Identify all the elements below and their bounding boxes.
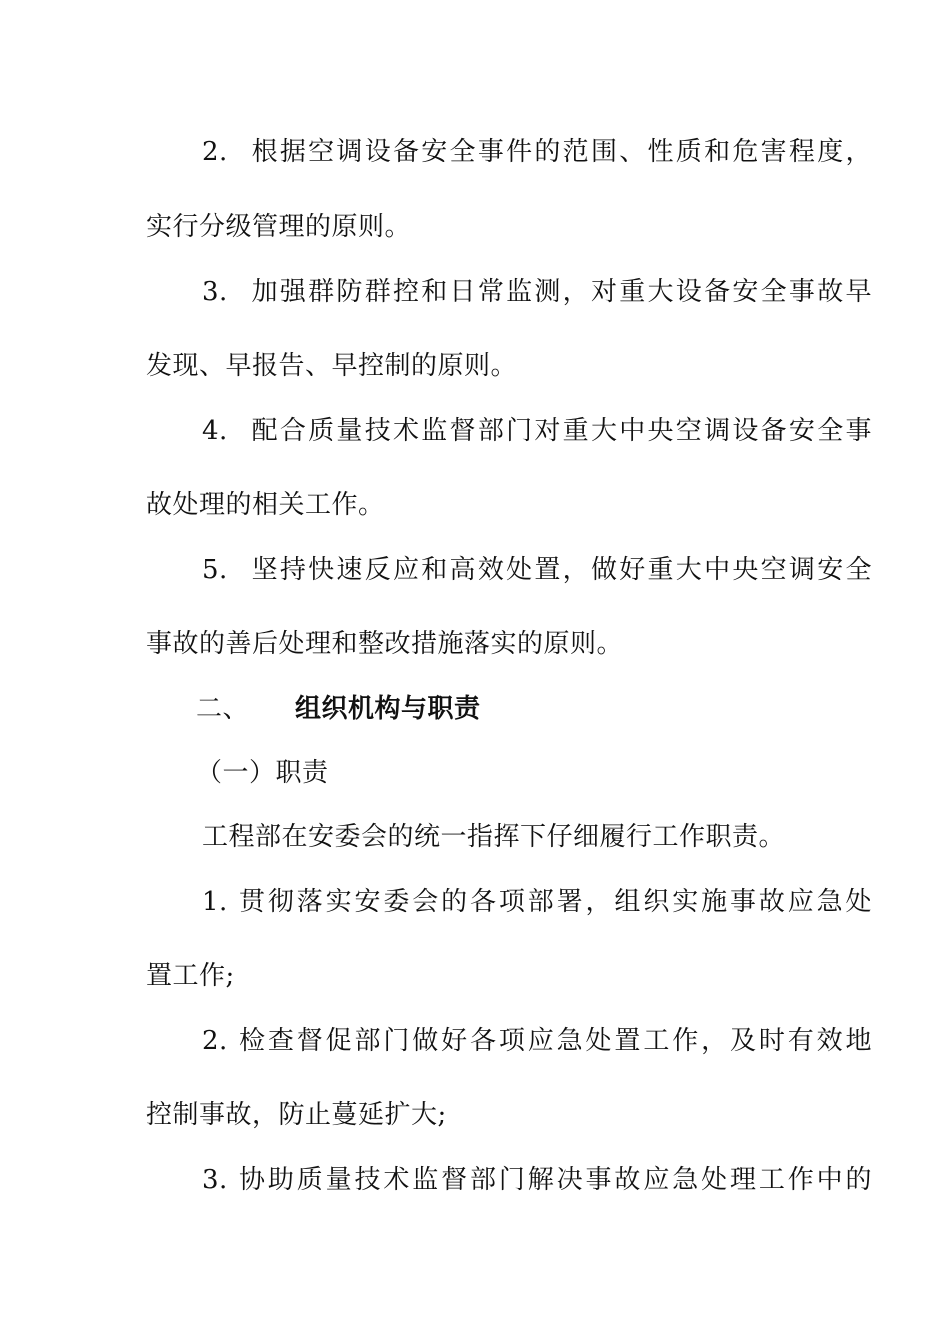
duty-1-line-1: 1. 贯彻落实安委会的各项部署，组织实施事故应急处 xyxy=(202,887,872,917)
principle-5-text: 坚持快速反应和高效处置，做好重大中央空调安全 xyxy=(249,555,872,585)
duty-2-line-1: 2. 检查督促部门做好各项应急处置工作，及时有效地 xyxy=(202,1026,872,1056)
principle-3-number: 3. xyxy=(202,277,228,307)
principle-4-line-1 xyxy=(202,414,872,448)
principle-3-line-2: 发现、早报告、早控制的原则。 xyxy=(146,351,518,381)
principle-2-line-2: 实行分级管理的原则。 xyxy=(146,212,412,242)
principle-2-number: 2. xyxy=(202,137,228,167)
section-heading-title: 组织机构与职责 xyxy=(295,694,481,724)
duty-2-line-2: 控制事故，防止蔓延扩大; xyxy=(146,1100,447,1130)
section-heading-number: 二、 xyxy=(196,694,250,724)
section-heading xyxy=(196,692,866,726)
principle-2-text: 根据空调设备安全事件的范围、性质和危害程度， xyxy=(249,137,872,167)
principle-2-line-1 xyxy=(202,135,872,169)
principle-4-number: 4. xyxy=(202,416,228,446)
principle-4-line-2: 故处理的相关工作。 xyxy=(146,490,385,520)
principle-3-text: 加强群防群控和日常监测，对重大设备安全事故早 xyxy=(249,277,872,307)
duties-intro: 工程部在安委会的统一指挥下仔细履行工作职责。 xyxy=(202,822,786,852)
duty-3-line-1: 3. 协助质量技术监督部门解决事故应急处理工作中的 xyxy=(202,1165,872,1195)
principle-5-line-1 xyxy=(202,553,872,587)
principle-5-line-2: 事故的善后处理和整改措施落实的原则。 xyxy=(146,629,624,659)
principle-4-text: 配合质量技术监督部门对重大中央空调设备安全事 xyxy=(249,416,872,446)
duty-1-line-2: 置工作; xyxy=(146,961,235,991)
principle-3-line-1 xyxy=(202,275,872,309)
subheading-duties: （一）职责 xyxy=(196,758,329,788)
principle-5-number: 5. xyxy=(202,555,228,585)
